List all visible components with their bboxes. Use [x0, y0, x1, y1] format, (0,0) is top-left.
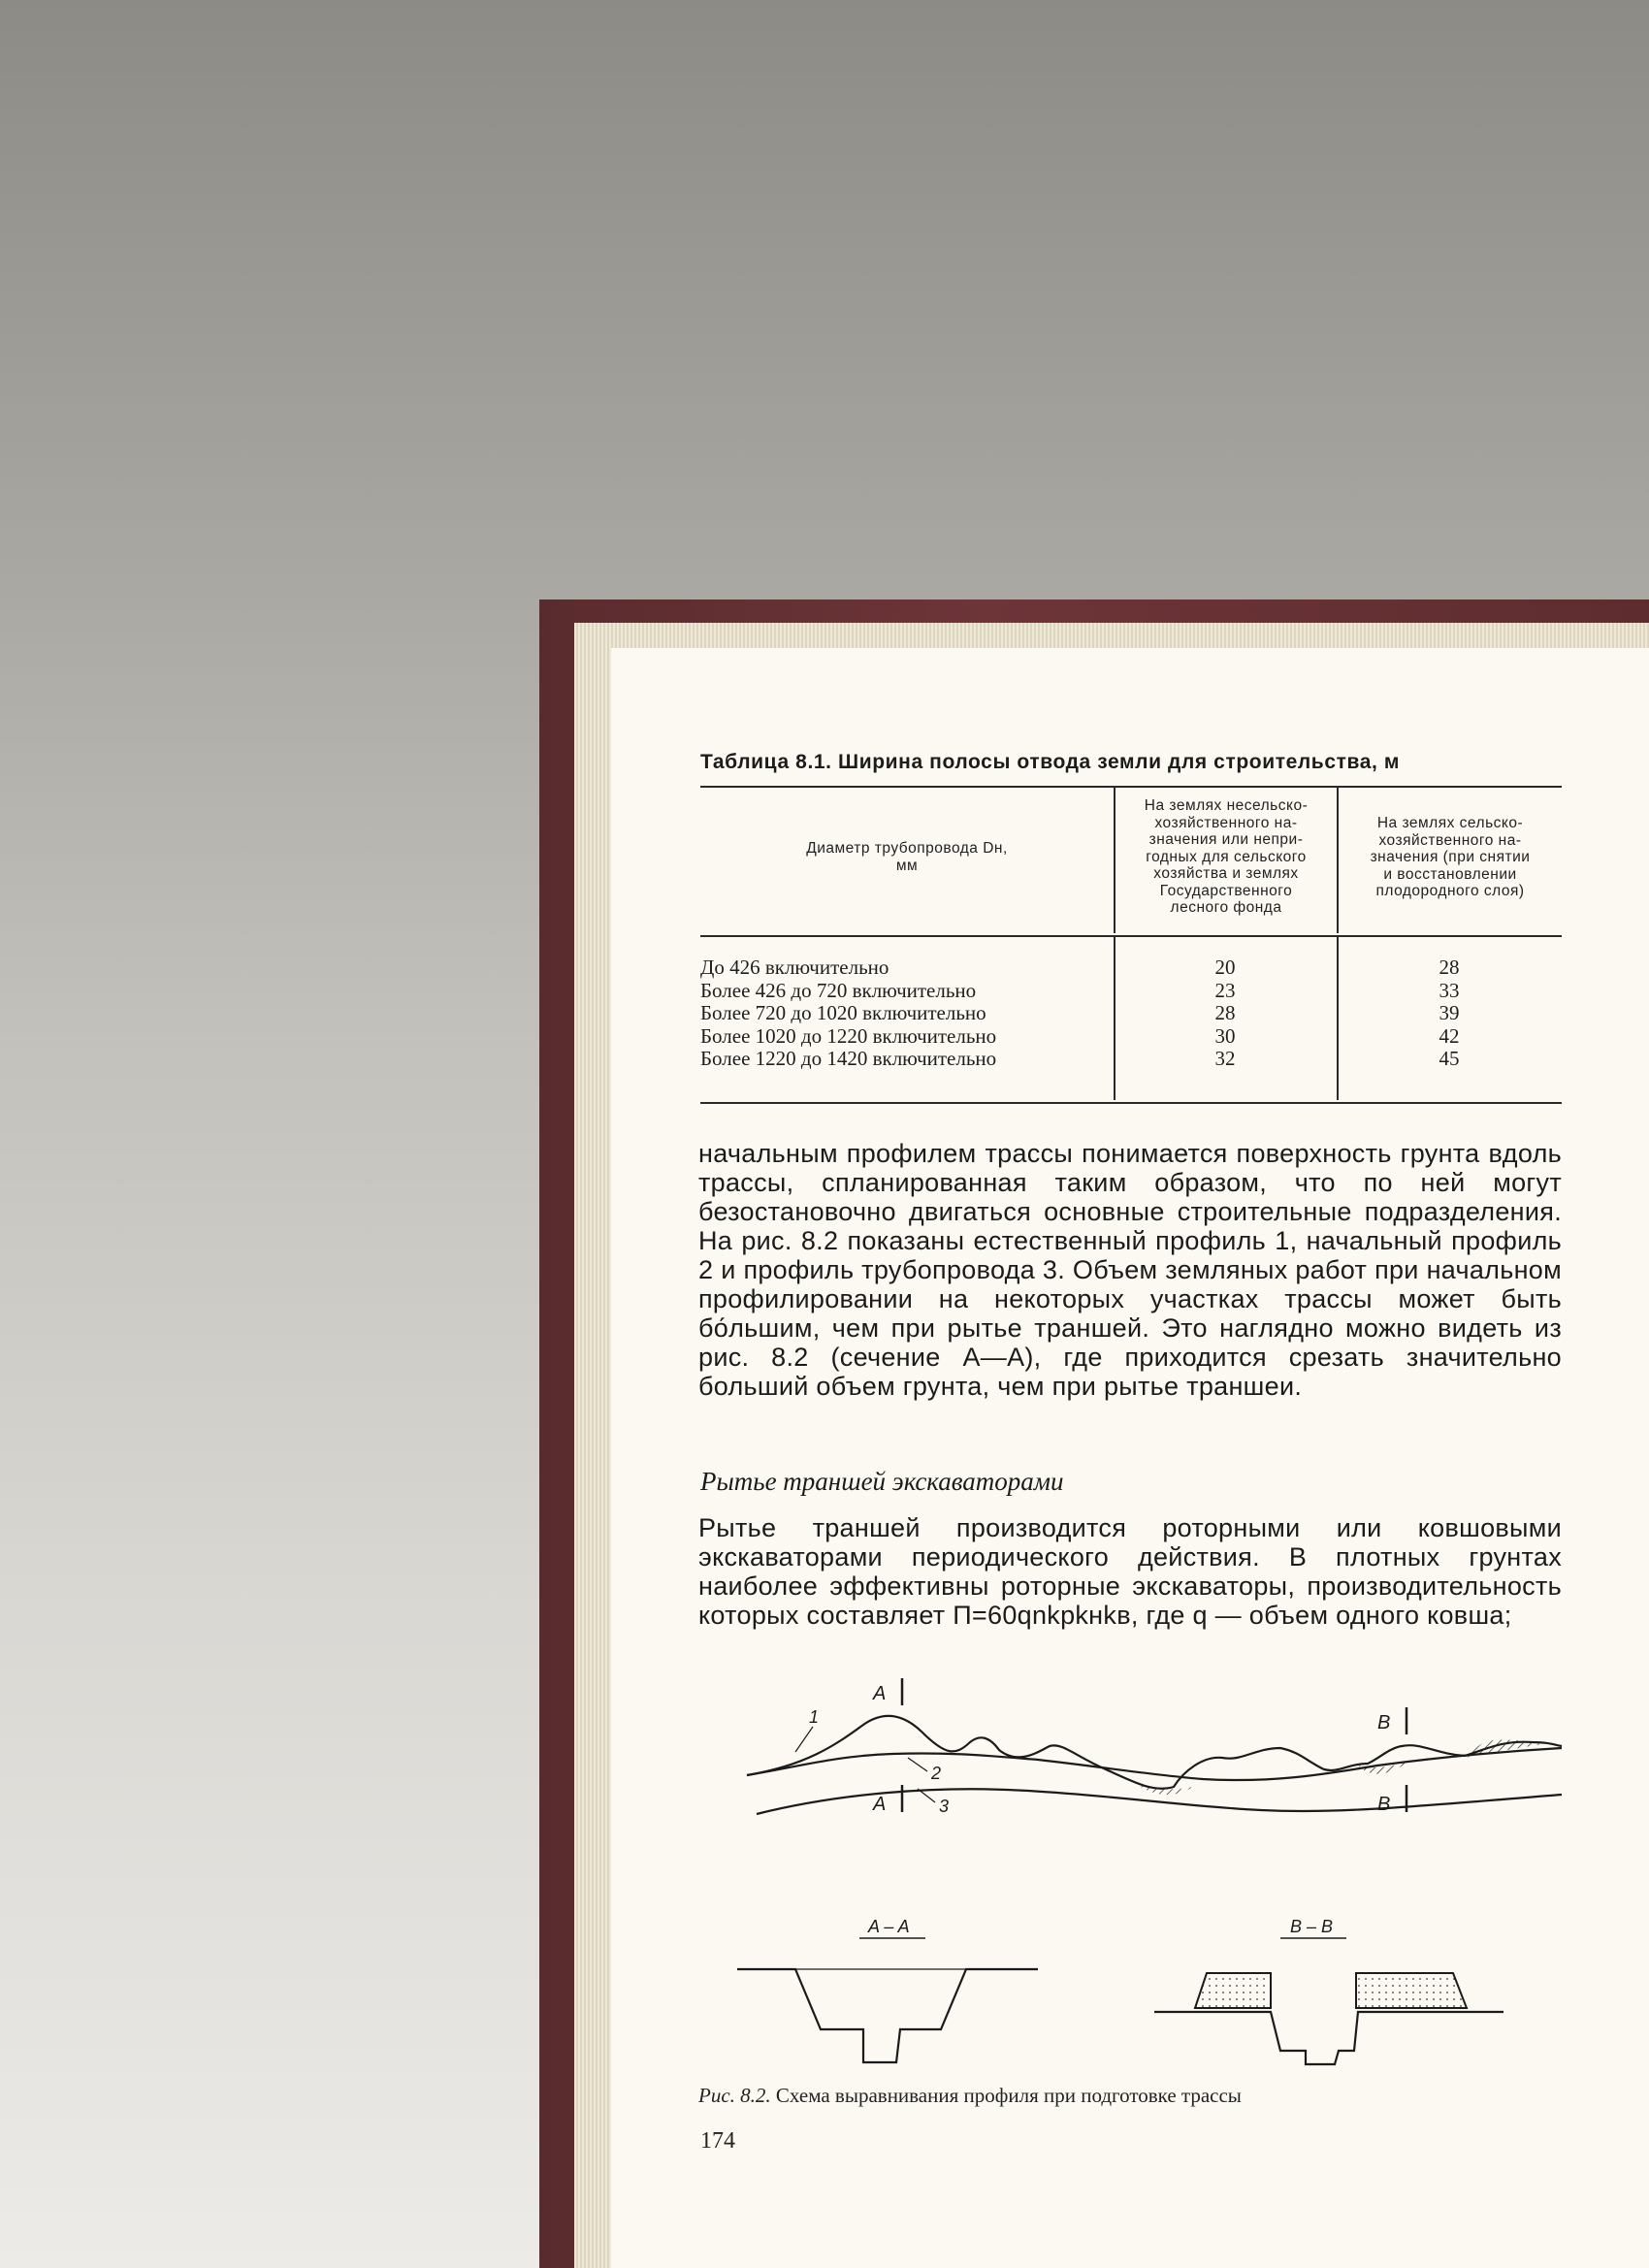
- table-column-agricultural: [1339, 956, 1560, 1071]
- table-header-diameter: Диаметр трубопровода Dн, мм: [806, 840, 1008, 874]
- table-cell: Более 1020 до 1220 включительно: [700, 1023, 997, 1048]
- table-cell: 23: [1214, 978, 1236, 1002]
- table-cell: 28: [1439, 956, 1460, 979]
- table-title: Таблица 8.1. Ширина полосы отвода земли для строительства, м: [700, 751, 1401, 773]
- table-cell: 45: [1439, 1047, 1460, 1070]
- curve-label-2: 2: [931, 1764, 942, 1783]
- table-bottom-rule: [700, 1102, 1562, 1104]
- table-cell: 32: [1214, 1047, 1236, 1070]
- initial-profile-curve-2: [747, 1748, 1562, 1780]
- table-cell: 20: [1214, 956, 1236, 979]
- natural-profile-curve-1: [747, 1716, 1562, 1789]
- table-column-divider: [1114, 788, 1116, 933]
- table-column-divider: [1337, 788, 1339, 933]
- table-top-rule: [700, 786, 1562, 788]
- section-heading: Рытье траншей экскаваторами: [700, 1467, 1064, 1496]
- page-number: 174: [700, 2128, 735, 2154]
- table-cell: Более 720 до 1020 включительно: [700, 1001, 986, 1024]
- section-title-b-b: B – B: [1290, 1917, 1334, 1936]
- embankment-right: [1356, 1973, 1467, 2008]
- figure-caption: [698, 2084, 1242, 2108]
- section-title-a-a: A – A: [868, 1917, 910, 1936]
- section-mark-label: A: [873, 1794, 887, 1815]
- curve-label-1: 1: [809, 1707, 820, 1727]
- table-column-diameter: [700, 956, 1108, 1071]
- figure-caption-label: Рис. 8.2.: [698, 2084, 771, 2107]
- section-mark-label: B: [1377, 1794, 1391, 1815]
- leader-line: [908, 1758, 927, 1771]
- table-column-non-agricultural: [1116, 956, 1335, 1071]
- section-mark-label: A: [873, 1683, 887, 1704]
- table-header-non-agricultural: На землях несельско- хозяйственного на- значения или непри- годных для сельского хозяйства и землях Государственного лесного фонда: [1144, 797, 1309, 916]
- curve-label-3: 3: [939, 1797, 950, 1816]
- table-cell: Более 1220 до 1420 включительно: [700, 1047, 997, 1070]
- table-cell: До 426 включительно: [700, 956, 889, 979]
- paragraph-trenching: Рытье траншей производится роторными или ковшовыми экскаваторами периодического действия. В плотных грунтах наиболее эффективны роторные экскаваторы, производительность которых составляет П=60qnkрkнkв, где q — объем одного ковша;: [698, 1513, 1562, 1630]
- table-cell: Более 426 до 720 включительно: [700, 978, 977, 1002]
- embankment-left: [1195, 1973, 1271, 2008]
- table-cell: 30: [1214, 1023, 1236, 1048]
- figure-profile-scheme: [698, 1678, 1571, 2086]
- leader-line: [795, 1727, 813, 1752]
- paragraph-initial-profile: начальным профилем трассы понимается поверхность грунта вдоль трассы, спланированная таким образом, что по ней могут безостановочно двигаться основные строительные подразделения. На рис. 8.2 показаны естественный профиль 1, начальный профиль 2 и профиль трубопровода 3. Объем земляных работ при начальном профилировании на некоторых участках трассы может быть бо́льшим, чем при рытье траншей. Это наглядно можно видеть из рис. 8.2 (сечение А—А), где приходится срезать значительно больший объем грунта, чем при рытье траншеи.: [698, 1139, 1562, 1401]
- table-header-agricultural: На землях сельско- хозяйственного на- значения (при снятии и восстановлении плодородного слоя): [1370, 815, 1531, 899]
- table-header-rule: [700, 935, 1562, 937]
- section-mark-label: B: [1377, 1712, 1391, 1733]
- cross-section-b-b: [1154, 2012, 1504, 2064]
- table-cell: 39: [1439, 1001, 1460, 1024]
- figure-caption-text: Схема выравнивания профиля при подготовке трассы: [775, 2084, 1242, 2107]
- table-cell: 28: [1214, 1001, 1236, 1024]
- table-cell: 42: [1439, 1023, 1460, 1048]
- table-cell: 33: [1439, 978, 1460, 1002]
- cross-section-a-a: [737, 1969, 1038, 2062]
